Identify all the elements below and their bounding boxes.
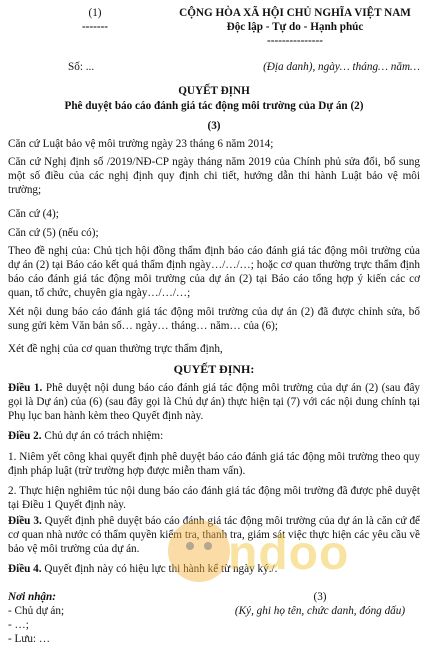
document-subtitle: Phê duyệt báo cáo đánh giá tác động môi trường của Dự án (2) xyxy=(64,100,364,112)
decision-heading: QUYẾT ĐỊNH: xyxy=(173,362,255,376)
basis-5: Căn cứ (5) (nếu có); xyxy=(8,227,99,239)
document-number: Số: ... xyxy=(68,61,95,73)
basis-review: Xét nội dung báo cáo đánh giá tác động môi trường của dự án (2) đã được chỉnh sửa, bổ sung gửi kèm Văn bản số… ngày… tháng… năm… của (6); xyxy=(8,306,420,332)
recipient-item: - Chủ dự án; xyxy=(8,605,65,617)
basis-4: Căn cứ (4); xyxy=(8,208,59,220)
place-and-date: (Địa danh), ngày… tháng… năm… xyxy=(263,61,420,73)
basis-law: Căn cứ Luật bảo vệ môi trường ngày 23 tháng 6 năm 2014; xyxy=(8,138,274,150)
signer-number: (3) xyxy=(313,591,327,603)
signature-note: (Ký, ghi họ tên, chức danh, đóng dấu) xyxy=(234,605,406,617)
article-3-text: Quyết định phê duyệt báo cáo đánh giá tác động môi trường của dự án là căn cứ để cơ quan nhà nước có thẩm quyền kiểm tra, thanh tra, giám sát việc thực hiện các yêu cầu về bảo vệ môi trường của dự án. xyxy=(8,515,421,555)
article-1-label: Điều 1. xyxy=(8,382,43,394)
recipient-item: - Lưu: … xyxy=(8,633,51,645)
basis-request: Xét đề nghị của cơ quan thường trực thẩm định, xyxy=(8,343,223,355)
article-4-label: Điều 4. xyxy=(8,563,42,575)
basis-decree: Căn cứ Nghị định số /2019/NĐ-CP ngày tháng năm 2019 của Chính phủ sửa đổi, bổ sung một số điều của các nghị định quy định chi tiết, hướng dẫn thi hành Luật bảo vệ môi trường; xyxy=(8,156,420,196)
country-name: CỘNG HÒA XÃ HỘI CHỦ NGHĨA VIỆT NAM xyxy=(179,7,411,19)
article-2-text: Chủ dự án có trách nhiệm: xyxy=(41,430,164,442)
watermark-text: ndoo xyxy=(228,527,350,580)
article-3-label: Điều 3. xyxy=(8,515,42,527)
article-2-label: Điều 2. xyxy=(8,430,42,442)
basis-proposal: Theo đề nghị của: Chủ tịch hội đồng thẩm định báo cáo đánh giá tác động môi trường của dự án (2) tại Báo cáo kết quả thẩm định ngày…/…/…; hoặc cơ quan thường trực thẩm định báo cáo đánh giá tác động môi trường của dự án (2) tại Báo cáo tổng hợp ý kiến các cơ quan, tổ chức, chuyên gia ngày…/…/…; xyxy=(8,245,420,299)
recipients-label: Nơi nhận: xyxy=(8,591,56,603)
article-3 xyxy=(8,514,420,556)
recipient-item: - …; xyxy=(8,619,29,631)
agency-number: (1) xyxy=(88,7,102,19)
agency-underline: ------- xyxy=(81,21,109,33)
article-1-text: Phê duyệt nội dung báo cáo đánh giá tác động môi trường của dự án (2) (sau đây gọi là Dự án) của (6) (sau đây gọi là Chủ dự án) thực hiện tại (7) với các nội dung chính tại Phụ lục ban hành kèm theo Quyết định này. xyxy=(8,382,421,422)
national-motto: Độc lập - Tự do - Hạnh phúc xyxy=(226,21,364,33)
article-2-item-1: 1. Niêm yết công khai quyết định phê duyệt báo cáo đánh giá tác động môi trường theo quy định pháp luật (trừ trường hợp được miễn tham vấn). xyxy=(8,451,420,477)
article-4 xyxy=(8,562,420,576)
article-2-item-2: 2. Thực hiện nghiêm túc nội dung báo cáo đánh giá tác động môi trường đã được phê duyệt tại Điều 1 Quyết định này. xyxy=(8,485,420,511)
article-1 xyxy=(8,381,420,423)
document-title: QUYẾT ĐỊNH xyxy=(178,85,250,97)
issuing-authority: (3) xyxy=(207,120,221,132)
article-2 xyxy=(8,429,420,443)
motto-underline: --------------- xyxy=(267,35,323,47)
article-4-text: Quyết định này có hiệu lực thi hành kể từ ngày ký./. xyxy=(41,563,278,575)
